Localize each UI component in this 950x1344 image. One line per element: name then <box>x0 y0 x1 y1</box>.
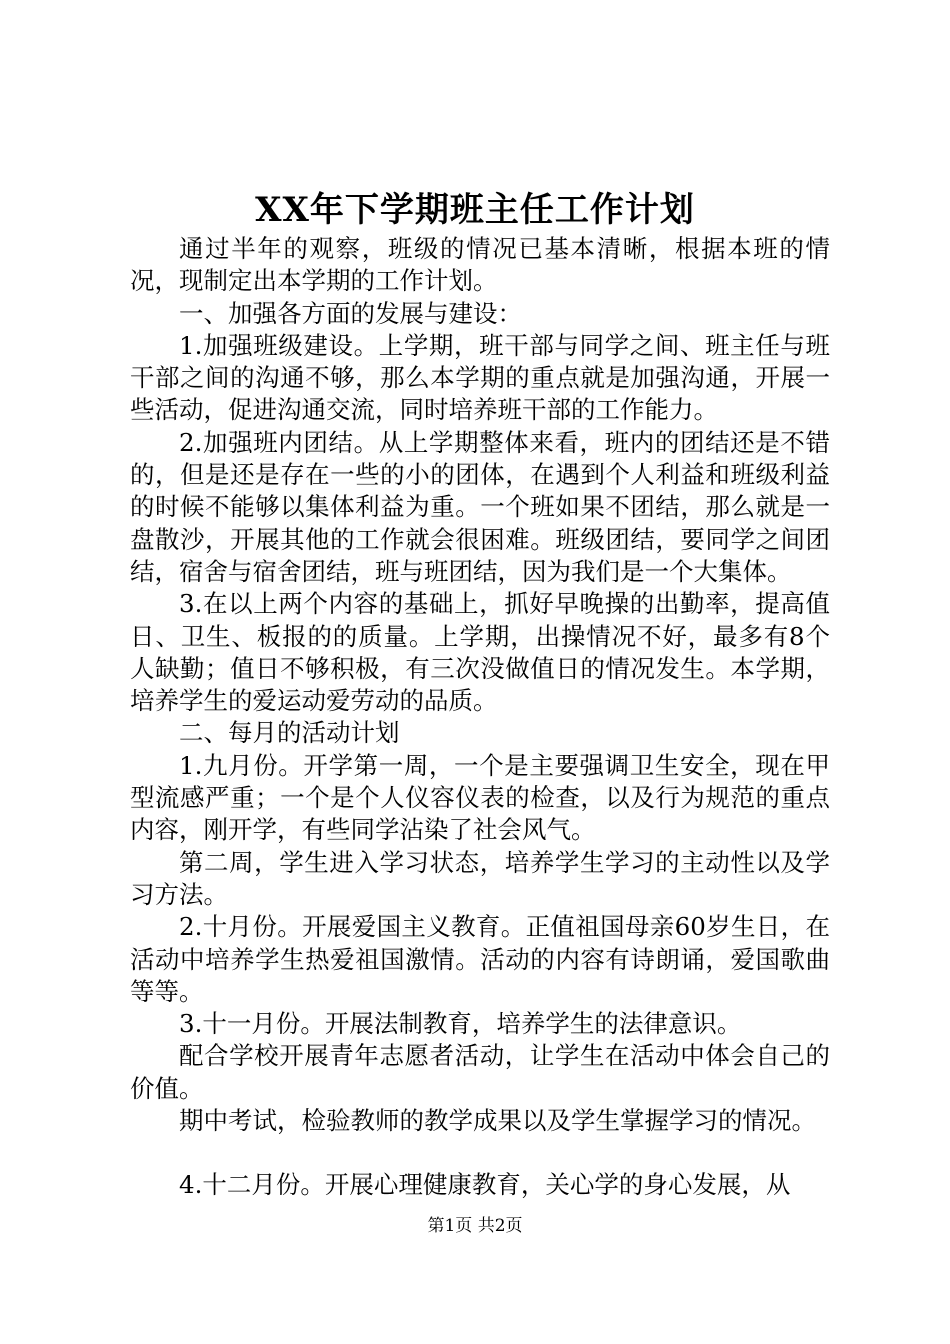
document-title: XX年下学期班主任工作计划 <box>255 190 695 230</box>
page-number-footer: 第1页 共2页 <box>427 1216 523 1236</box>
paragraph-week-two: 第二周，学生进入学习状态，培养学生学习的主动性以及学习方法。 <box>130 847 830 909</box>
paragraph-september: 1.九月份。开学第一周，一个是主要强调卫生安全，现在甲型流感严重；一个是个人仪容仪表的检查，以及行为规范的重点内容，刚开学，有些同学沾染了社会风气。 <box>130 750 830 845</box>
paragraph-item-2: 2.加强班内团结。从上学期整体来看，班内的团结还是不错的，但是还是存在一些的小的团体，在遇到个人利益和班级利益的时候不能够以集体利益为重。一个班如果不团结，那么就是一盘散沙，开展其他的工作就会很困难。班级团结，要同学之间团结，宿舍与宿舍团结，班与班团结，因为我们是一个大集体。 <box>130 427 830 586</box>
paragraph-october: 2.十月份。开展爱国主义教育。正值祖国母亲60岁生日，在活动中培养学生热爱祖国激情。活动的内容有诗朗诵，爱国歌曲等等。 <box>130 912 830 1006</box>
document-body <box>130 233 830 1202</box>
paragraph-december: 4.十二月份。开展心理健康教育，关心学的身心发展，从 <box>179 1170 791 1200</box>
section-heading-1: 一、加强各方面的发展与建设： <box>179 298 522 328</box>
paragraph-volunteer: 配合学校开展青年志愿者活动，让学生在活动中体会自己的价值。 <box>130 1041 830 1103</box>
paragraph-item-3: 3.在以上两个内容的基础上，抓好早晚操的出勤率，提高值日、卫生、板报的的质量。上学期，出操情况不好，最多有8个人缺勤；值日不够积极，有三次没做值日的情况发生。本学期，培养学生的爱运动爱劳动的品质。 <box>130 589 830 716</box>
paragraph-midterm: 期中考试，检验教师的教学成果以及学生掌握学习的情况。 <box>179 1106 816 1136</box>
section-heading-2: 二、每月的活动计划 <box>179 718 400 748</box>
paragraph-intro: 通过半年的观察，班级的情况已基本清晰，根据本班的情况，现制定出本学期的工作计划。 <box>130 234 830 296</box>
paragraph-november: 3.十一月份。开展法制教育，培养学生的法律意识。 <box>179 1009 742 1039</box>
paragraph-item-1: 1.加强班级建设。上学期，班干部与同学之间、班主任与班干部之间的沟通不够，那么本学期的重点就是加强沟通，开展一些活动，促进沟通交流，同时培养班干部的工作能力。 <box>130 330 830 425</box>
